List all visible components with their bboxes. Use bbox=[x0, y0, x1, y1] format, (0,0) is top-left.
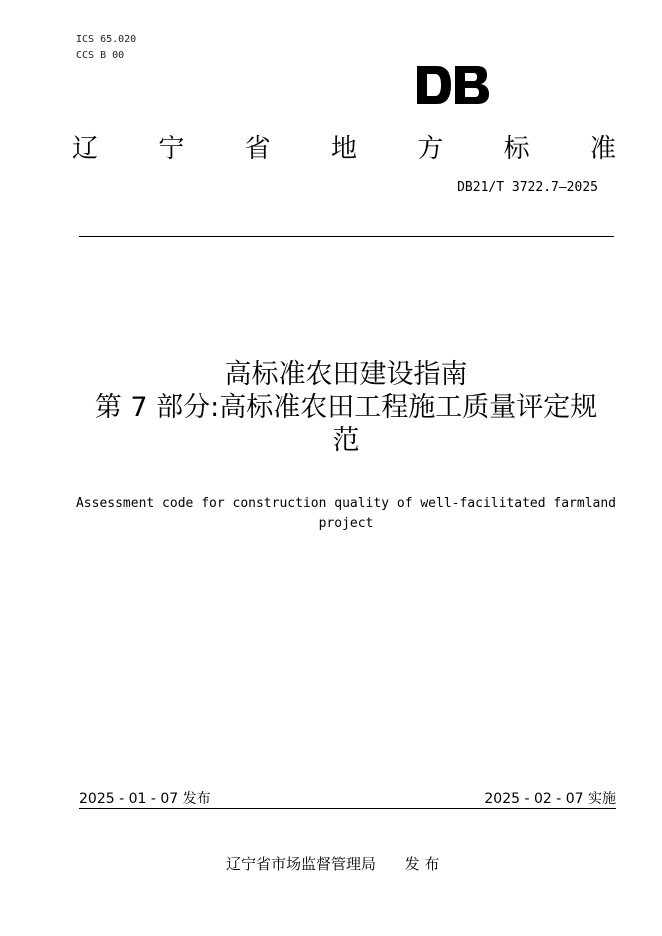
ccs-code: CCS B 00 bbox=[76, 50, 125, 61]
document-title bbox=[60, 358, 632, 457]
issue-label: 发 布 bbox=[404, 855, 440, 873]
org-title-char: 省 bbox=[244, 134, 271, 164]
org-title-char: 准 bbox=[589, 134, 616, 164]
standard-number: DB21/T 3722.7—2025 bbox=[457, 180, 598, 195]
publish-date: 2025 - 01 - 07 发布 bbox=[79, 791, 211, 807]
ics-code: ICS 65.020 bbox=[76, 34, 137, 45]
issuer-name: 辽宁省市场监督管理局 bbox=[226, 855, 377, 873]
issuer-line bbox=[226, 853, 439, 874]
title-line-2: 第 7 部分:高标准农田工程施工质量评定规 bbox=[94, 392, 598, 423]
classification-codes bbox=[76, 32, 136, 64]
title-line-1: 高标准农田建设指南 bbox=[224, 359, 468, 390]
org-title-char: 标 bbox=[503, 134, 530, 164]
title-line-3: 范 bbox=[332, 425, 360, 456]
header-divider bbox=[79, 236, 614, 237]
org-title-char: 宁 bbox=[158, 134, 185, 164]
org-title-char: 辽 bbox=[71, 134, 98, 164]
org-title-char: 方 bbox=[417, 134, 444, 164]
implement-date: 2025 - 02 - 07 实施 bbox=[484, 791, 616, 807]
org-title-char: 地 bbox=[330, 134, 357, 164]
db-logo bbox=[417, 66, 489, 104]
english-title: Assessment code for construction quality of well-facilitated farmland project bbox=[75, 496, 617, 531]
org-title bbox=[70, 128, 618, 165]
footer-divider bbox=[79, 808, 616, 809]
